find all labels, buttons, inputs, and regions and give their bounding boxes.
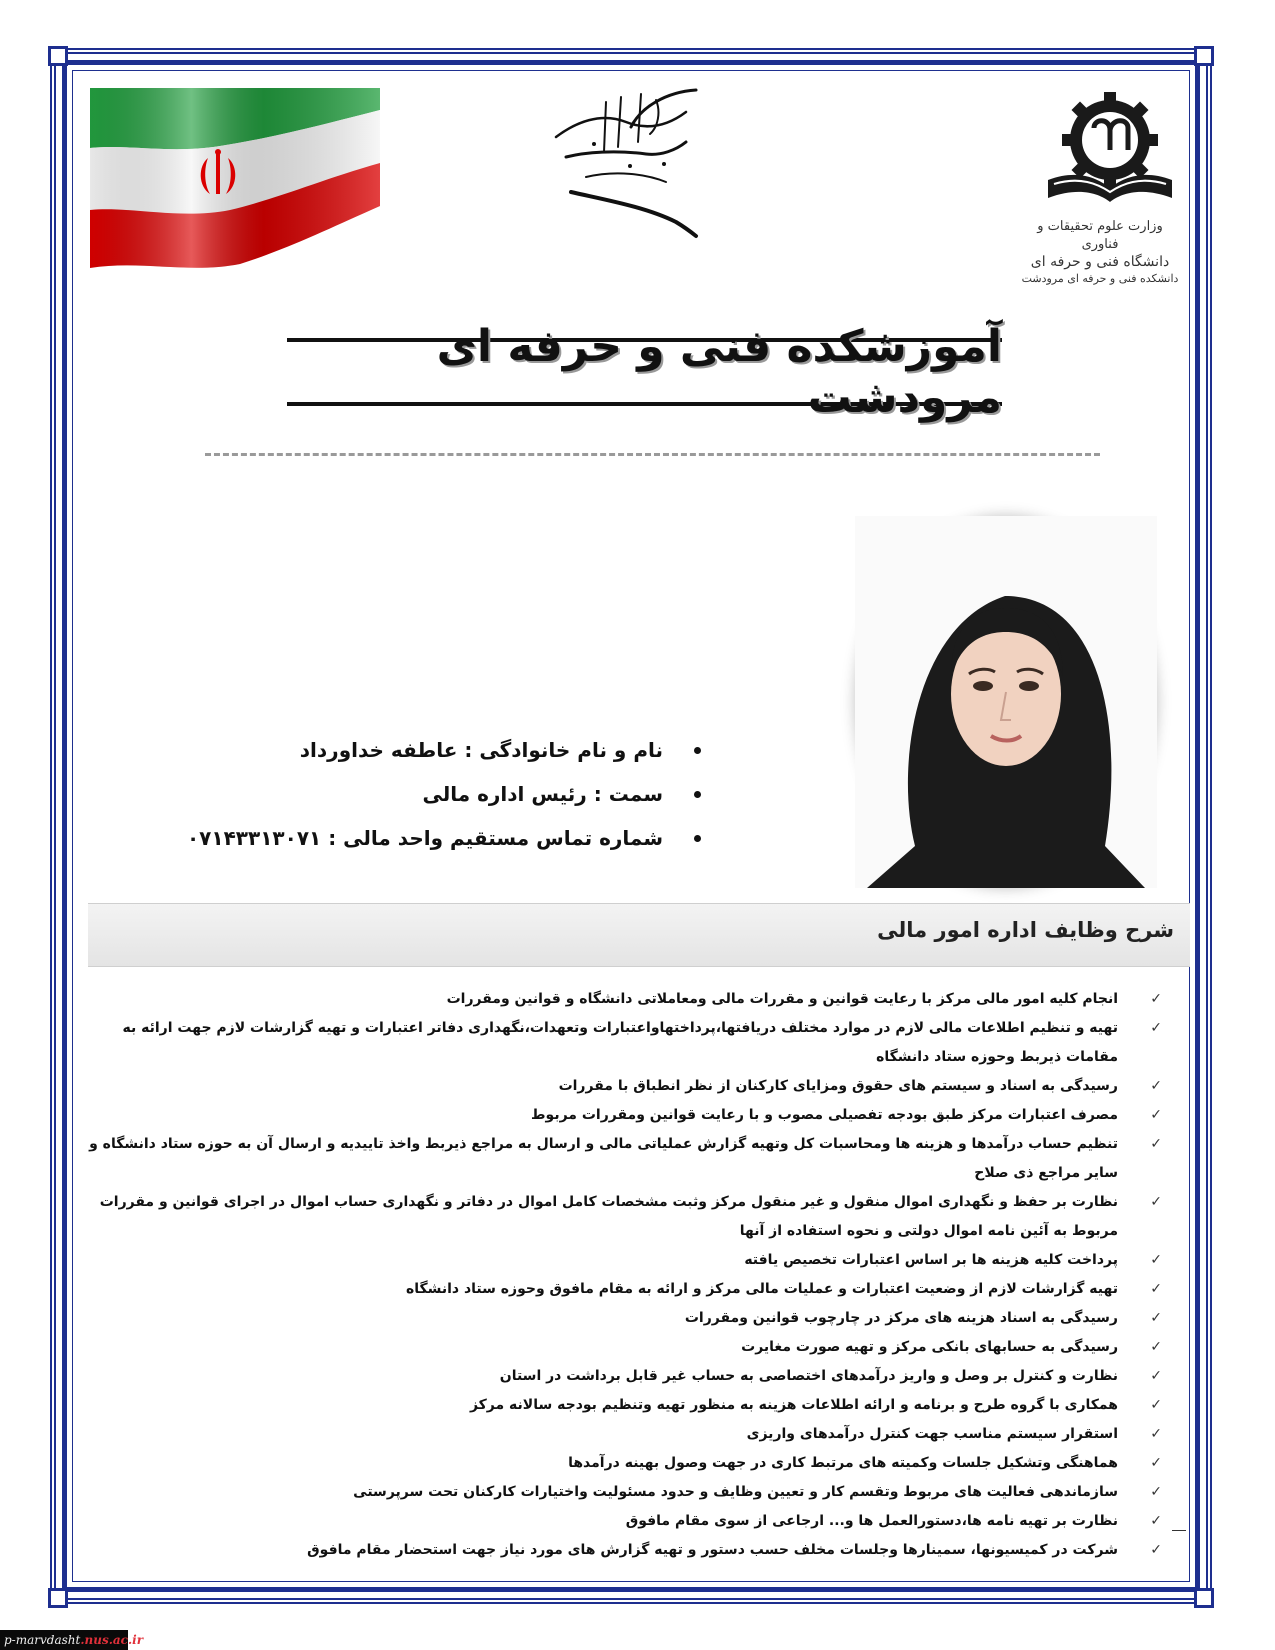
border-corner <box>1194 46 1214 66</box>
checkmark-icon: ✓ <box>1150 1194 1162 1210</box>
duty-text: رسیدگی به اسناد هزینه های مرکز در چارچوب قوانین ومقررات <box>684 1310 1118 1326</box>
checkmark-icon: ✓ <box>1150 1310 1162 1326</box>
duty-text: تهیه و تنظیم اطلاعات مالی لازم در موارد مختلف دریافتها،پرداختهاواعتبارات وتعهدات،نگهداری دفاتر اعتبارات و تهیه گزارشات لازم جهت ارائه به مقامات ذیربط وحوزه ستاد دانشگاه <box>122 1020 1118 1065</box>
staff-position-text: سمت : رئیس اداره مالی <box>422 782 663 806</box>
site-url-suffix: .nus.ac.ir <box>80 1633 144 1647</box>
checkmark-icon: ✓ <box>1150 1426 1162 1442</box>
bullet-icon <box>694 791 701 798</box>
checkmark-icon: ✓ <box>1150 1078 1162 1094</box>
duty-text: شرکت در کمیسیونها، سمینارها وجلسات مخلف حسب دستور و تهیه گزارش های مورد نیاز جهت استحضار مقام مافوق <box>307 1542 1118 1558</box>
duties-list <box>88 985 1168 1565</box>
checkmark-icon: ✓ <box>1150 1455 1162 1471</box>
staff-phone-text: شماره تماس مستقیم واحد مالی : ۰۷۱۴۳۳۱۳۰۷۱ <box>186 826 663 850</box>
logo-caption-line: دانشگاه فنی و حرفه ای <box>1030 254 1170 271</box>
border-corner <box>1194 1588 1214 1608</box>
duty-item <box>88 1188 1168 1246</box>
site-url-prefix: p-marvdasht <box>4 1633 81 1647</box>
checkmark-icon: ✓ <box>1150 1397 1162 1413</box>
iran-flag-image <box>90 88 380 273</box>
profile-photo <box>855 516 1157 888</box>
staff-name-text: نام و نام خانوادگی : عاطفه خداورداد <box>299 738 663 762</box>
bullet-icon <box>694 747 701 754</box>
duties-section-header <box>88 903 1190 967</box>
duty-text: رسیدگی به اسناد و سیستم های حقوق ومزایای کارکنان از نظر انطباق با مقررات <box>558 1078 1118 1094</box>
staff-name <box>187 728 707 772</box>
duty-item <box>88 1478 1168 1507</box>
duty-item <box>88 1072 1168 1101</box>
title-divider <box>205 453 1100 456</box>
checkmark-icon: ✓ <box>1150 1020 1162 1036</box>
duty-text: رسیدگی به حسابهای بانکی مرکز و تهیه صورت مغایرت <box>741 1339 1118 1355</box>
duty-text: تهیه گزارشات لازم از وضعیت اعتبارات و عملیات مالی مرکز و ارائه به مقام مافوق وحوزه ستاد دانشگاه <box>405 1281 1118 1297</box>
duty-text: هماهنگی وتشکیل جلسات وکمیته های مرتبط کاری در جهت وصول بهینه درآمدها <box>568 1455 1118 1471</box>
staff-position <box>187 772 707 816</box>
duty-text: نظارت بر تهیه نامه ها،دستورالعمل ها و... ارجاعی از سوی مقام مافوق <box>625 1513 1118 1529</box>
logo-caption-line: وزارت علوم تحقیقات و فناوری <box>1037 219 1163 252</box>
section-title: شرح وظایف اداره امور مالی <box>877 918 1174 942</box>
duty-item <box>88 1391 1168 1420</box>
checkmark-icon: ✓ <box>1150 1484 1162 1500</box>
university-logo <box>1040 88 1180 203</box>
duty-item <box>88 1014 1168 1072</box>
staff-phone <box>187 816 707 860</box>
duty-item <box>88 1304 1168 1333</box>
basmala-calligraphy <box>546 82 716 238</box>
page-title: آموزشکده فنی و حرفه ای مرودشت <box>436 321 1002 423</box>
checkmark-icon: ✓ <box>1150 991 1162 1007</box>
duty-text: نظارت بر حفظ و نگهداری اموال منقول و غیر منقول مرکز وثبت مشخصات کامل اموال در دفاتر و نگهداری حساب اموال در اجرای قوانین و مقررات مربوط به آئین نامه اموال دولتی و نحوه استفاده از آنها <box>99 1194 1118 1239</box>
bullet-icon <box>694 835 701 842</box>
duty-text: تنظیم حساب درآمدها و هزینه ها ومحاسبات کل وتهیه گزارش عملیاتی مالی و ارسال به مراجع ذیربط واخذ تاییدیه و ارسال آن به حوزه ستاد دانشگاه و سایر مراجع ذی صلاح <box>89 1136 1118 1181</box>
border-corner <box>48 46 68 66</box>
duty-item <box>88 1449 1168 1478</box>
duty-text: استقرار سیستم مناسب جهت کنترل درآمدهای واریزی <box>746 1426 1118 1442</box>
duty-text: نظارت و کنترل بر وصل و واریز درآمدهای اختصاصی به حساب غیر قابل برداشت در استان <box>499 1368 1118 1384</box>
staff-info <box>187 728 707 860</box>
duty-item <box>88 1246 1168 1275</box>
border-corner <box>48 1588 68 1608</box>
list-end-mark <box>1172 1530 1186 1531</box>
duty-item <box>88 985 1168 1014</box>
logo-caption-line: دانشکده فنی و حرفه ای مرودشت <box>1021 271 1179 285</box>
duty-item <box>88 1420 1168 1449</box>
duty-item <box>88 1333 1168 1362</box>
checkmark-icon: ✓ <box>1150 1513 1162 1529</box>
checkmark-icon: ✓ <box>1150 1542 1162 1558</box>
checkmark-icon: ✓ <box>1150 1368 1162 1384</box>
duty-text: انجام کلیه امور مالی مرکز با رعایت قوانین و مقررات مالی ومعاملاتی دانشگاه و قوانین ومقررات <box>446 991 1118 1007</box>
checkmark-icon: ✓ <box>1150 1107 1162 1123</box>
checkmark-icon: ✓ <box>1150 1252 1162 1268</box>
duty-item <box>88 1130 1168 1188</box>
page-title-banner <box>287 321 1002 423</box>
duty-text: سازماندهی فعالیت های مربوط وتقسم کار و تعیین وظایف و حدود مسئولیت واختیارات کارکنان تحت سرپرستی <box>353 1484 1118 1500</box>
duty-item <box>88 1362 1168 1391</box>
duty-item <box>88 1275 1168 1304</box>
duty-text: مصرف اعتبارات مرکز طبق بودجه تفصیلی مصوب و با رعایت قوانین ومقررات مربوط <box>531 1107 1118 1123</box>
university-logo-caption <box>1020 218 1180 287</box>
duty-text: همکاری با گروه طرح و برنامه و ارائه اطلاعات هزینه به منظور تهیه وتنظیم بودجه سالانه مرکز <box>469 1397 1118 1413</box>
site-url-footer <box>0 1630 144 1650</box>
duty-item <box>88 1101 1168 1130</box>
checkmark-icon: ✓ <box>1150 1281 1162 1297</box>
checkmark-icon: ✓ <box>1150 1136 1162 1152</box>
duty-text: پرداخت کلیه هزینه ها بر اساس اعتبارات تخصیص یافته <box>744 1252 1118 1268</box>
duty-item <box>88 1536 1168 1565</box>
checkmark-icon: ✓ <box>1150 1339 1162 1355</box>
duty-item <box>88 1507 1168 1536</box>
